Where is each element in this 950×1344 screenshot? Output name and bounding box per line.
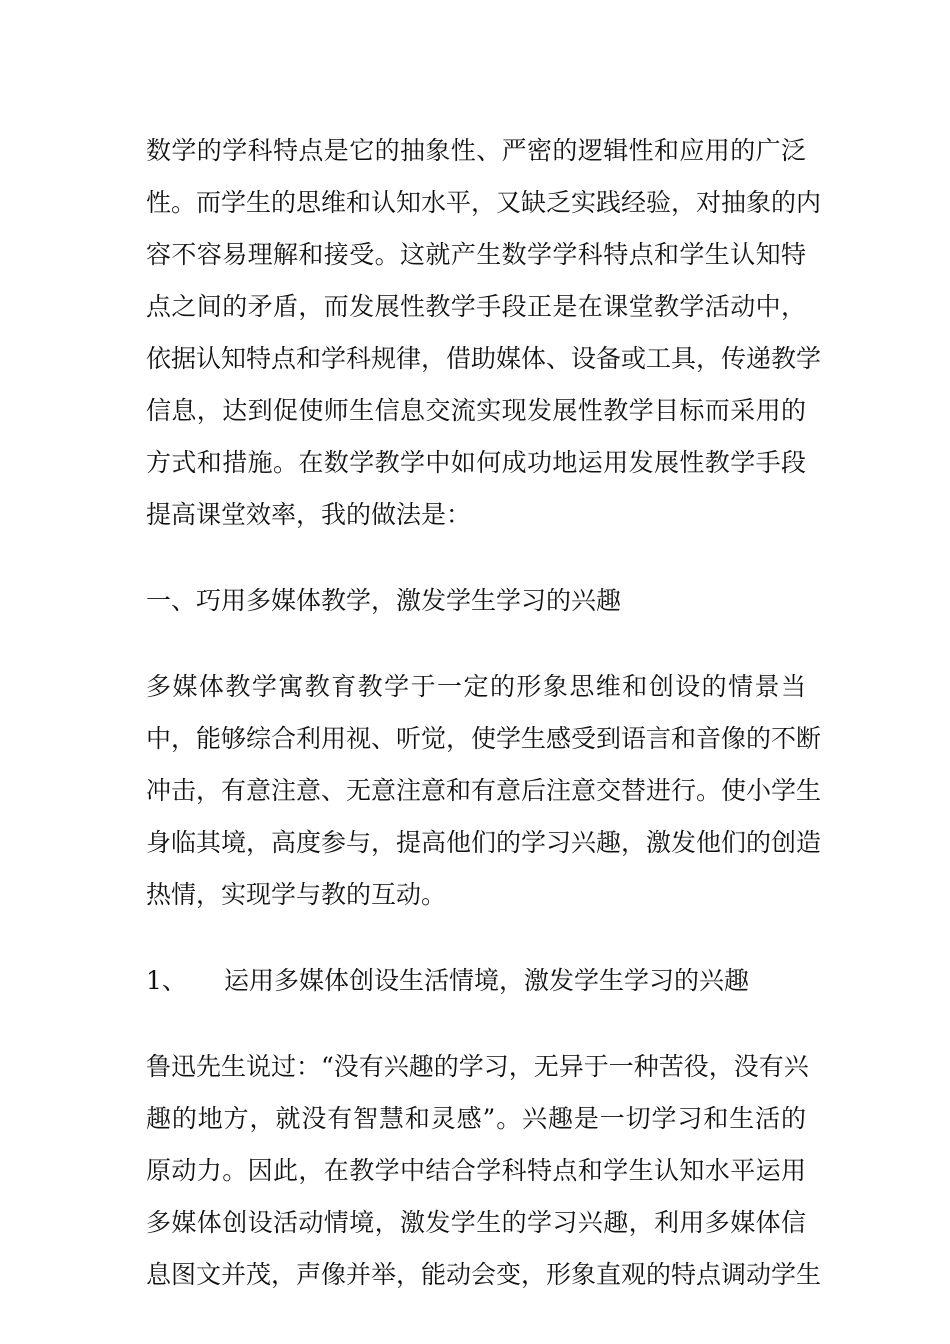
- paragraph-spacer: [146, 627, 806, 661]
- text-line: 热情，实现学与教的互动。: [146, 880, 447, 909]
- text-line: 性。而学生的思维和认知水平，又缺乏实践经验，对抽象的内: [146, 188, 822, 217]
- subheading-text: 运用多媒体创设生活情境，激发学生学习的兴趣: [224, 966, 750, 995]
- paragraph-spacer: [146, 921, 806, 955]
- text-line: 提高课堂效率，我的做法是：: [146, 500, 472, 529]
- paragraph-spacer: [146, 1007, 806, 1041]
- document-body: [146, 125, 822, 1301]
- text-line: 鲁迅先生说过：“没有兴趣的学习，无异于一种苦役，没有兴: [146, 1052, 809, 1081]
- text-line: 依据认知特点和学科规律，借助媒体、设备或工具，传递教学: [146, 344, 822, 373]
- text-line: 冲击，有意注意、无意注意和有意后注意交替进行。使小学生: [146, 776, 822, 805]
- text-line: 趣的地方，就没有智慧和灵感”。兴趣是一切学习和生活的: [146, 1104, 806, 1133]
- text-line: 中，能够综合利用视、听觉，使学生感受到语言和音像的不断: [146, 724, 822, 753]
- paragraph-interest: [146, 1041, 822, 1301]
- text-line: 身临其境，高度参与，提高他们的学习兴趣，激发他们的创造: [146, 828, 822, 857]
- text-line: 多媒体教学寓教育教学于一定的形象思维和创设的情景当: [146, 672, 806, 701]
- section-heading: 一、巧用多媒体教学，激发学生学习的兴趣: [146, 586, 622, 615]
- text-line: 容不容易理解和接受。这就产生数学学科特点和学生认知特: [146, 240, 806, 269]
- paragraph-spacer: [146, 541, 806, 575]
- text-line: 数学的学科特点是它的抽象性、严密的逻辑性和应用的广泛: [146, 136, 806, 165]
- text-line: 信息，达到促使师生信息交流实现发展性教学目标而采用的: [146, 396, 806, 425]
- paragraph-multimedia: [146, 661, 822, 921]
- text-line: 息图文并茂，声像并举，能动会变，形象直观的特点调动学生: [146, 1260, 822, 1289]
- numbered-subheading: [146, 955, 806, 1007]
- text-line: 原动力。因此，在教学中结合学科特点和学生认知水平运用: [146, 1156, 806, 1185]
- text-line: 点之间的矛盾，而发展性教学手段正是在课堂教学活动中，: [146, 292, 806, 321]
- text-line: 方式和措施。在数学教学中如何成功地运用发展性教学手段: [146, 448, 806, 477]
- paragraph-intro: [146, 125, 822, 541]
- text-line: 多媒体创设活动情境，激发学生的学习兴趣，利用多媒体信: [146, 1208, 806, 1237]
- subheading-number: 1、: [146, 966, 187, 995]
